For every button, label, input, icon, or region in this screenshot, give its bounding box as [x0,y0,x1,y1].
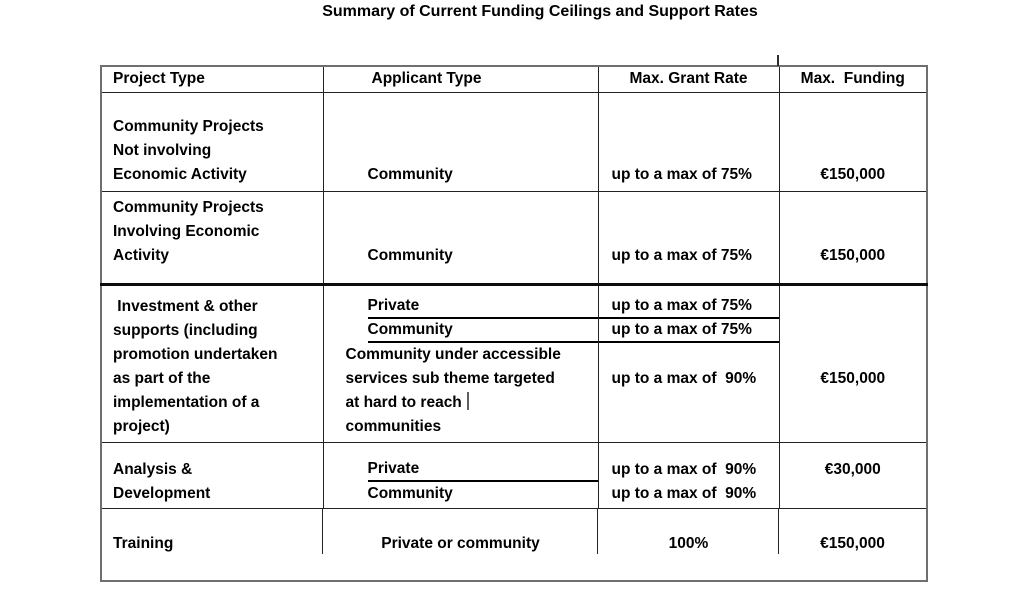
project-line: Training [113,535,174,553]
row5-column-divider [778,508,779,554]
cell-applicant-type [323,92,598,191]
grant-rate-line: up to a max of 75% [611,165,752,183]
applicant-entry: Community [368,319,598,343]
project-line: Involving Economic [113,222,260,240]
project-line: implementation of a [113,393,260,411]
applicant-line: Community [367,484,453,502]
applicant-line: Community under accessible [345,345,561,363]
applicant-entry: Private [368,458,598,482]
applicant-text: at hard to reach [345,393,462,411]
page-title: Summary of Current Funding Ceilings and Support Rates [322,3,758,20]
grant-rate-line: up to a max of 75% [611,246,752,264]
applicant-line-underlined [324,319,598,343]
applicant-line [324,391,598,415]
applicant-line: Community [367,165,453,183]
column-divider-tick [777,55,779,66]
project-line: Development [113,484,211,502]
project-line: Activity [113,246,169,264]
cell-applicant-type [323,508,598,581]
funding-value: €150,000 [820,165,886,183]
funding-value: €150,000 [820,246,886,264]
project-line: Community Projects [113,117,264,135]
grant-rate-line-underlined: up to a max of 75% [599,319,779,343]
project-line: as part of the [113,369,211,387]
cell-applicant-type [323,284,598,442]
funding-value: €30,000 [824,460,881,478]
header-label: Max. Funding [800,70,905,88]
row5-column-divider [597,508,598,554]
header-cell-project-type [101,66,323,92]
project-line: project) [113,417,170,435]
header-label: Max. Grant Rate [629,70,748,88]
applicant-line: services sub theme targeted [345,369,555,387]
cell-grant-rate [598,508,779,581]
applicant-line-underlined [324,458,598,482]
applicant-line: Community [367,246,453,264]
table-row [101,92,927,191]
table-row [101,284,927,442]
cell-project-type [101,92,323,191]
cell-max-funding [779,284,927,442]
project-line: supports (including [113,321,258,339]
applicant-entry: Private [368,295,598,319]
cell-applicant-type [323,442,598,508]
header-cell-max-funding [779,66,927,92]
text-cursor-artifact [467,392,469,410]
header-label: Project Type [113,70,205,88]
project-line: Not involving [113,141,212,159]
table-row [101,191,927,284]
spacer-line [599,343,779,367]
funding-table-container [100,65,926,581]
funding-value: €150,000 [820,369,886,387]
row5-column-divider [322,508,323,554]
applicant-line: communities [345,417,442,435]
applicant-line-underlined [324,295,598,319]
cell-project-type [101,191,323,284]
grant-rate-line: up to a max of 90% [611,484,757,502]
project-line: promotion undertaken [113,345,278,363]
cell-max-funding [779,442,927,508]
header-label: Applicant Type [371,70,482,88]
project-line: Investment & other [113,297,258,315]
grant-rate-line: up to a max of 90% [611,369,757,387]
funding-value: €150,000 [820,535,885,553]
cell-grant-rate [598,442,779,508]
table-row [101,508,927,581]
project-line: Economic Activity [113,165,247,183]
grant-rate-line: 100% [668,535,709,553]
header-cell-applicant-type [323,66,598,92]
cell-max-funding [779,92,927,191]
cell-grant-rate [598,284,779,442]
cell-grant-rate [598,92,779,191]
project-line: Community Projects [113,198,264,216]
cell-project-type [101,284,323,442]
applicant-line: Private or community [381,535,540,553]
cell-project-type [101,508,323,581]
cell-applicant-type [323,191,598,284]
grant-rate-line: up to a max of 90% [611,460,757,478]
funding-table [100,65,928,582]
cell-grant-rate [598,191,779,284]
grant-rate-line-underlined: up to a max of 75% [599,295,779,319]
table-header-row [101,66,927,92]
cell-project-type [101,442,323,508]
table-row [101,442,927,508]
project-line: Analysis & [113,460,193,478]
cell-max-funding [779,191,927,284]
header-cell-max-grant-rate [598,66,779,92]
cell-max-funding [779,508,927,581]
